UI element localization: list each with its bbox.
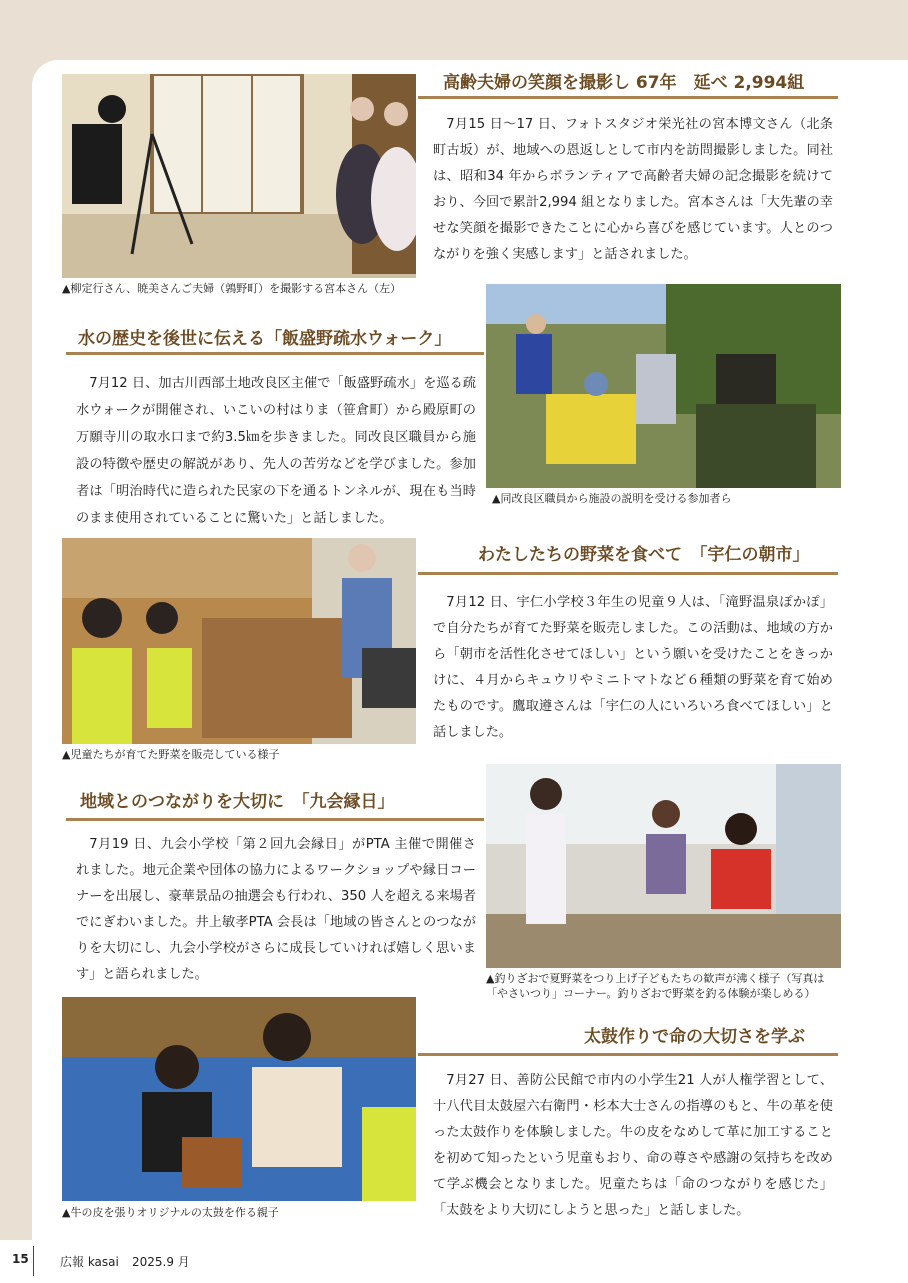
- body-section3: 7月12 日、宇仁小学校３年生の児童９人は、「滝野温泉ぽかぽ」で自分たちが育てた野菜を販売しました。この活動は、地域の方から「朝市を活性化させてほしい」という願いを受けたことをきっかけに、４月からキュウリやミニトマトなど６種類の野菜を育て始めたものです。鷹取遵さんは「宇仁の人にいろいろ食べてほしい」と話しました。: [433, 595, 833, 740]
- heading-section5: 太鼓作りで命の大切さを学ぶ: [584, 1027, 805, 1047]
- heading-section1: 高齢夫婦の笑顔を撮影し 67年 延べ 2,994組: [443, 73, 805, 93]
- heading-rule-section2: [66, 352, 484, 355]
- page-number: 15: [12, 1252, 29, 1266]
- caption-section5: ▲牛の皮を張りオリジナルの太鼓を作る親子: [62, 1206, 279, 1219]
- photo-vegetable-market: [62, 538, 416, 744]
- photo-photographer-couple: [62, 74, 416, 278]
- photo-drum-making: [62, 997, 416, 1201]
- caption-section3: ▲児童たちが育てた野菜を販売している様子: [62, 748, 280, 761]
- caption-section4: ▲釣りざおで夏野菜をつり上げ子どもたちの歓声が沸く様子（写真は「やさいつり」コーナー。釣りざおで野菜を釣る体験が楽しめる）: [486, 972, 825, 1000]
- heading-section4: 地域とのつながりを大切に 「九会縁日」: [80, 792, 395, 812]
- heading-section3: わたしたちの野菜を食べて 「宇仁の朝市」: [478, 545, 810, 565]
- heading-section2: 水の歴史を後世に伝える「飯盛野疏水ウォーク」: [78, 329, 452, 349]
- body-section4: 7月19 日、九会小学校「第２回九会縁日」がPTA 主催で開催されました。地元企業や団体の協力によるワークショップや縁日コーナーを出展し、豪華景品の抽選会も行われ、350 人を超える来場者でにぎわいました。井上敏孝PTA 会長は「地域の皆さんとのつながりを大切にし、九会小学校がさらに成長していければ嬉しく思います」と語られました。: [76, 837, 476, 982]
- heading-rule-section1: [418, 96, 838, 99]
- body-section1: 7月15 日～17 日、フォトスタジオ栄光社の宮本博文さん（北条町古坂）が、地域への恩返しとして市内を訪問撮影しました。同社は、昭和34 年からボランティアで高齢者夫婦の記念撮影を続けており、今回で累計2,994 組となりました。宮本さんは「大先輩の幸せな笑顔を撮影できたことに心から喜びを感じています。人とのつながりを強く実感します」と話されました。: [433, 117, 833, 262]
- footer-publication: 広報 kasai: [60, 1255, 119, 1269]
- photo-canal-walk: [486, 284, 841, 488]
- caption-section1: ▲柳定行さん、暁美さんご夫婦（鶉野町）を撮影する宮本さん（左）: [62, 282, 402, 295]
- caption-section2: ▲同改良区職員から施設の説明を受ける参加者ら: [492, 492, 732, 505]
- heading-rule-section5: [418, 1053, 838, 1056]
- body-section5: 7月27 日、善防公民館で市内の小学生21 人が人権学習として、十八代目太鼓屋六右衛門・杉本大士さんの指導のもと、牛の革を使った太鼓作りを体験しました。牛の皮をなめして革に加工することを初めて知ったという児童もおり、命の尊さや感謝の気持ちを改めて学ぶ機会となりました。児童たちは「命のつながりを感じた」「太鼓をより大切にしようと思った」と話しました。: [433, 1073, 833, 1218]
- footer-divider: [33, 1246, 34, 1276]
- footer-date: 2025.9 月: [132, 1255, 190, 1269]
- photo-vegetable-fishing: [486, 764, 841, 968]
- heading-rule-section4: [66, 818, 484, 821]
- body-section2: 7月12 日、加古川西部土地改良区主催で「飯盛野疏水」を巡る疏水ウォークが開催され、いこいの村はりま（笹倉町）から殿原町の万願寺川の取水口まで約3.5㎞を歩きました。同改良区職員から施設の特徴や歴史の解説があり、先人の苦労などを学びました。参加者は「明治時代に造られた民家の下を通るトンネルが、現在も当時のまま使用されていることに驚いた」と話しました。: [76, 376, 476, 526]
- heading-rule-section3: [418, 572, 838, 575]
